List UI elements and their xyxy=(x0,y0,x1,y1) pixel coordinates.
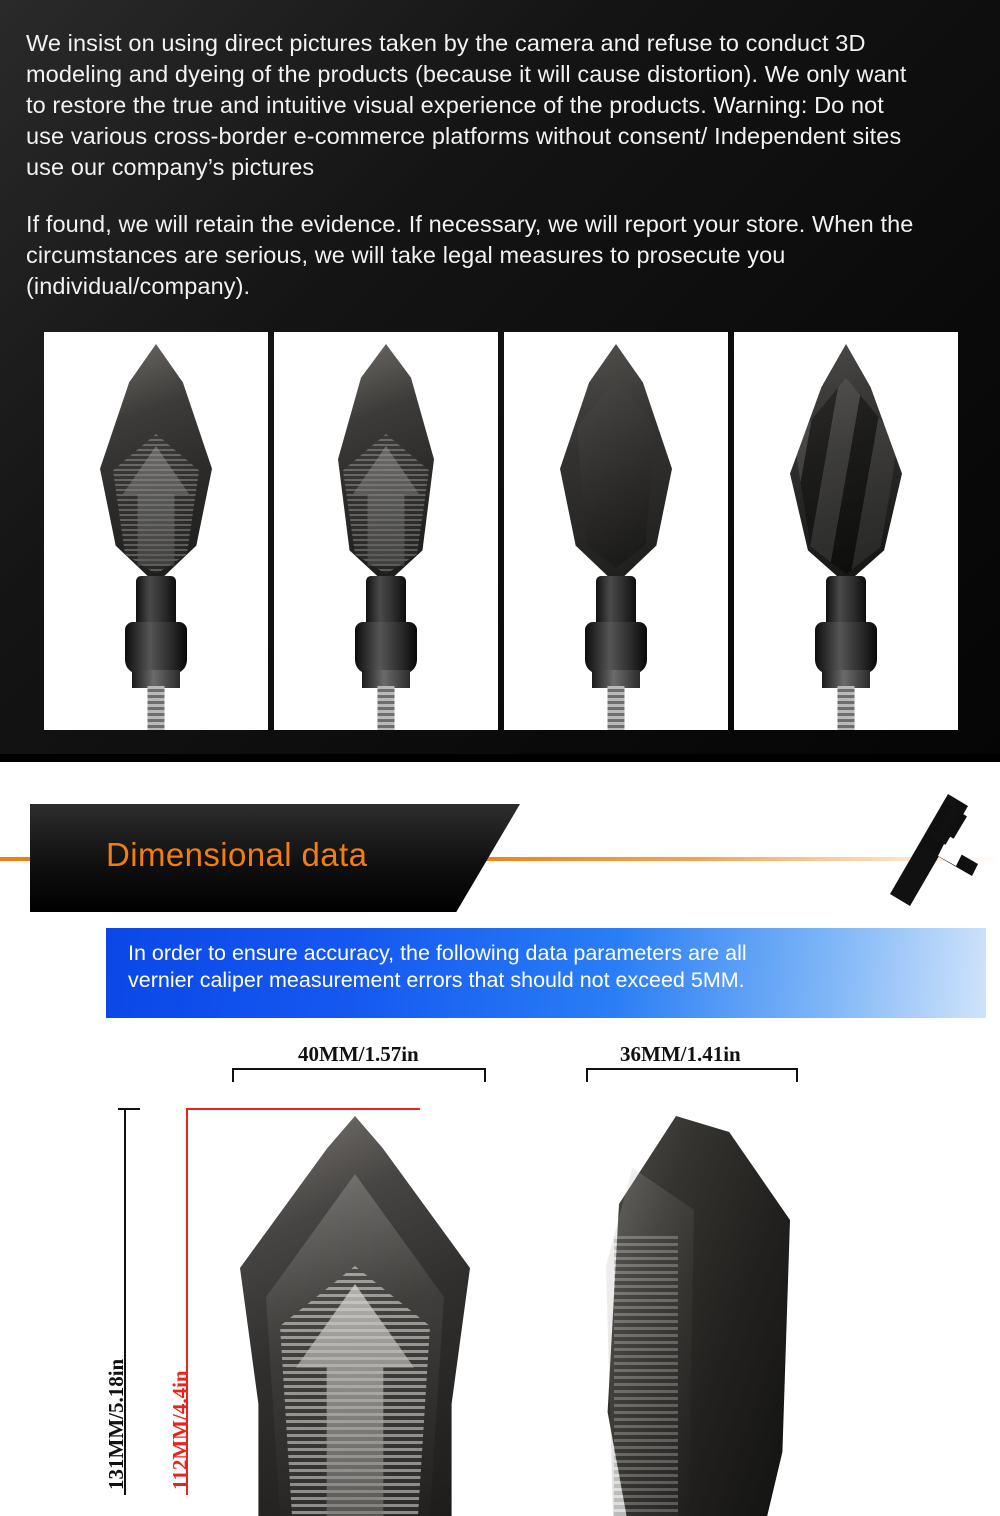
product-photo-strip xyxy=(44,332,958,730)
product-photo-side xyxy=(504,332,728,730)
product-photo-front xyxy=(44,332,268,730)
lamp-side-image xyxy=(546,338,686,730)
dimensional-data-section xyxy=(0,762,1000,1495)
measurement-diagram xyxy=(0,1024,1000,1495)
measured-lamp-front xyxy=(240,1116,470,1516)
product-photo-rear xyxy=(734,332,958,730)
side-width-label: 36MM/1.41in xyxy=(620,1042,741,1066)
copyright-paragraph-1: We insist on using direct pictures taken by the camera and refuse to conduct 3D modeling and dyeing of the products (because it will cause distortion). We only want to restore the true and intuitive visual experience of the products. Warning: Do not use various cross-border e-commerce platforms without consent/ Independent sites use our company’s pictures xyxy=(26,30,907,181)
accuracy-notice-text: In order to ensure accuracy, the following data parameters are all vernier caliper measurement errors that should not exceed 5MM. xyxy=(128,941,747,993)
accuracy-notice-banner xyxy=(106,928,986,1018)
total-height-tick-top xyxy=(118,1108,140,1110)
lamp-front-image xyxy=(86,338,226,730)
lamp-angled-image xyxy=(316,338,456,730)
lens-height-tick-top xyxy=(186,1108,420,1110)
front-width-bracket xyxy=(232,1068,486,1082)
side-width-bracket xyxy=(586,1068,798,1082)
product-photo-angled xyxy=(274,332,498,730)
front-width-label: 40MM/1.57in xyxy=(298,1042,419,1066)
lens-height-label: 112MM/4.4in xyxy=(168,1370,192,1490)
caliper-icon xyxy=(852,788,982,918)
dimensional-banner-title: Dimensional data xyxy=(106,836,368,873)
total-height-label: 131MM/5.18in xyxy=(104,1358,128,1490)
measured-lamp-side xyxy=(600,1116,830,1516)
copyright-paragraph-2: If found, we will retain the evidence. If necessary, we will report your store. When the circumstances are serious, we will take legal measures to prosecute you (individual/company). xyxy=(26,211,914,300)
lamp-rear-image xyxy=(776,338,916,730)
